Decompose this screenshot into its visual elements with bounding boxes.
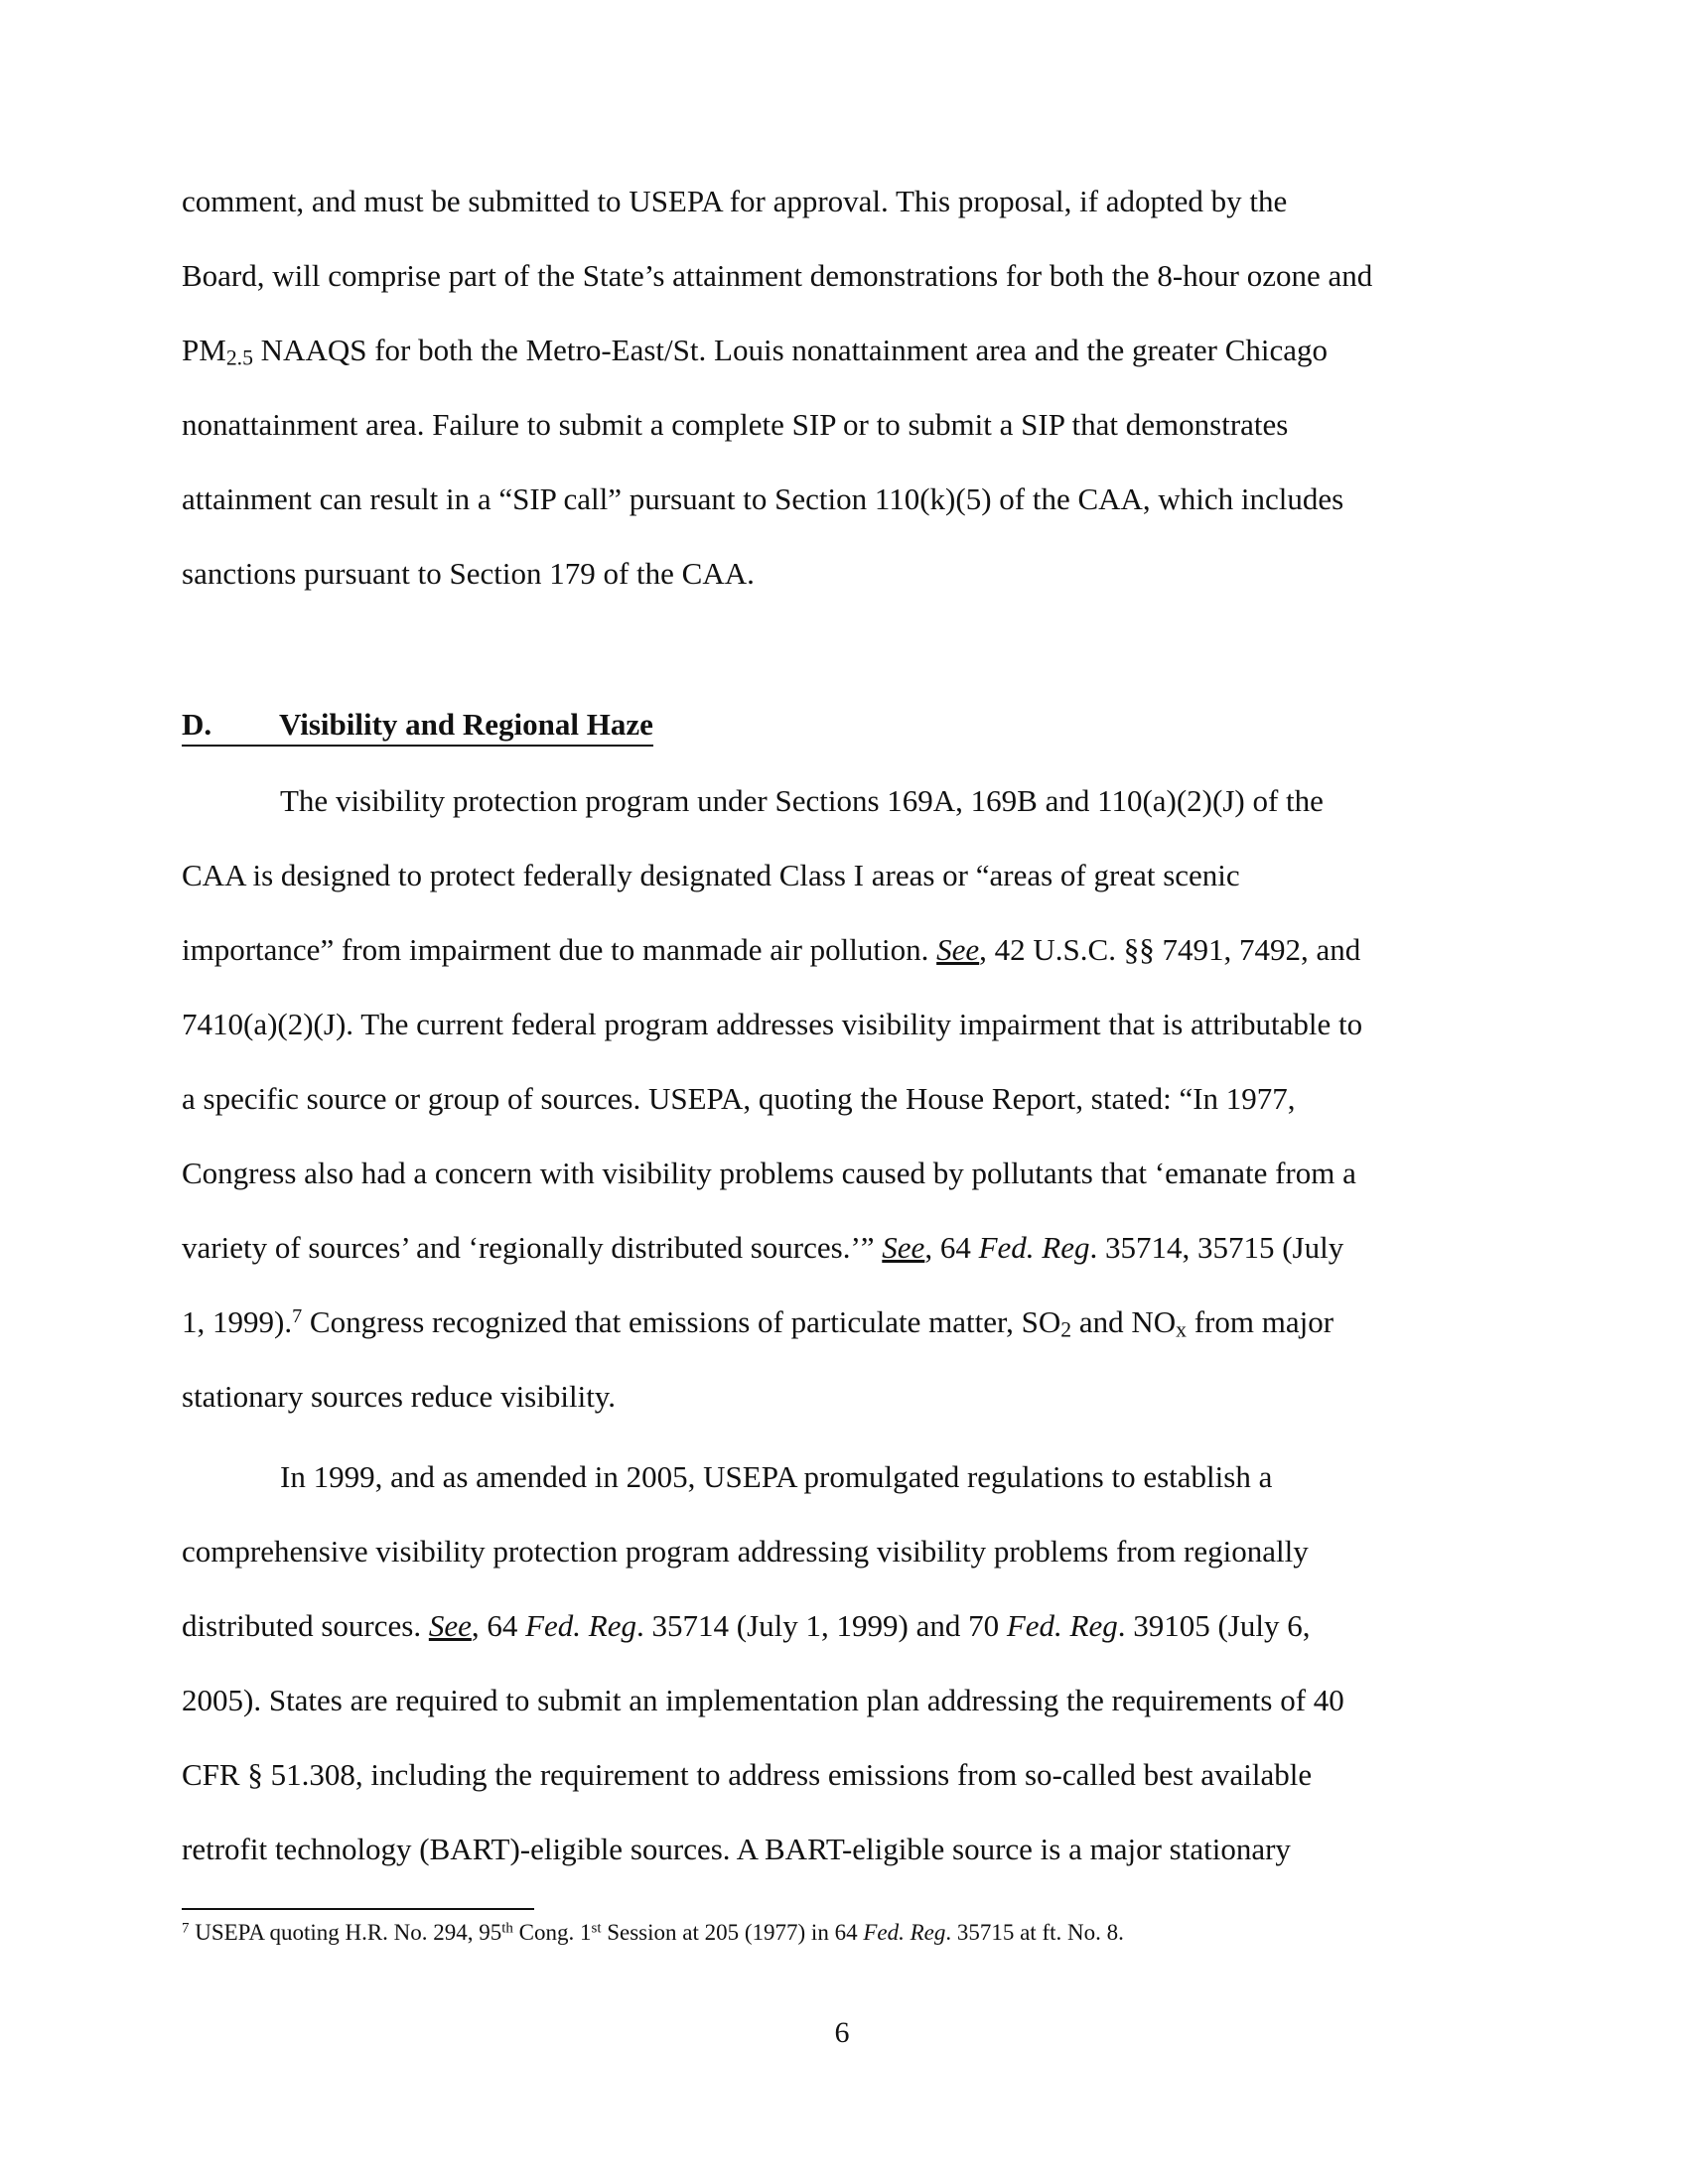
text-line: 7410(a)(2)(J). The current federal program addresses visibility impairment that is attributable to <box>182 1007 1363 1041</box>
page-number: 6 <box>834 2016 850 2049</box>
footnote: $^7$ USEPA quoting H.R. No. 294, 95th Cong. 1st Session at 205 (1977) in 64 Fed. Reg. 35715 at ft. No. 8. <box>182 1920 1124 1945</box>
text-line: variety of sources’ and ‘regionally distributed sources.’” See, 64 Fed. Reg. 35714, 35715 (July <box>182 1230 1344 1265</box>
citation-see: See <box>936 932 980 967</box>
text-line: The visibility protection program under Sections 169A, 169B and 110(a)(2)(J) of the <box>280 783 1324 818</box>
text-line: distributed sources. See, 64 Fed. Reg. 35714 (July 1, 1999) and 70 Fed. Reg. 39105 (July 6, <box>182 1608 1311 1643</box>
text-line: $PM_{2.5}$ NAAQS for both the Metro-East/St. Louis nonattainment area and the greater Chicago <box>182 333 1329 370</box>
text-line: nonattainment area. Failure to submit a complete SIP or to submit a SIP that demonstrates <box>182 407 1289 442</box>
section-title: Visibility and Regional Haze <box>279 707 653 742</box>
text-line: Congress also had a concern with visibility problems caused by pollutants that ‘emanate from a <box>182 1156 1356 1190</box>
citation-see: See <box>882 1230 925 1265</box>
text-line: comprehensive visibility protection program addressing visibility problems from regionally <box>182 1534 1309 1569</box>
section-heading <box>182 705 653 747</box>
text-line: 2005). States are required to submit an implementation plan addressing the requirements of 40 <box>182 1683 1344 1717</box>
text-line: stationary sources reduce visibility. <box>182 1379 617 1414</box>
text-line: 1, 1999).$^7$ Congress recognized that emissions of particulate matter, $SO_2$ and $NO_x$ from major <box>182 1304 1334 1342</box>
text-line: attainment can result in a “SIP call” pursuant to Section 110(k)(5) of the CAA, which includes <box>182 481 1344 516</box>
text-line: Board, will comprise part of the State’s attainment demonstrations for both the 8-hour ozone and <box>182 258 1373 293</box>
citation-see: See <box>428 1608 472 1643</box>
footnote-divider <box>182 1908 534 1910</box>
section-letter: D. <box>182 707 212 742</box>
text-line: comment, and must be submitted to USEPA for approval. This proposal, if adopted by the <box>182 184 1288 218</box>
text-line: sanctions pursuant to Section 179 of the CAA. <box>182 556 755 591</box>
text-line: importance” from impairment due to manmade air pollution. See, 42 U.S.C. §§ 7491, 7492, and <box>182 932 1361 967</box>
text-line: a specific source or group of sources. USEPA, quoting the House Report, stated: “In 1977, <box>182 1081 1296 1116</box>
text-line: In 1999, and as amended in 2005, USEPA promulgated regulations to establish a <box>280 1459 1273 1494</box>
text-line: retrofit technology (BART)-eligible sources. A BART-eligible source is a major stationary <box>182 1832 1291 1866</box>
text-line: CFR § 51.308, including the requirement to address emissions from so-called best available <box>182 1757 1313 1792</box>
footnote-reference: 7 <box>292 1304 303 1327</box>
text-line: CAA is designed to protect federally designated Class I areas or “areas of great scenic <box>182 858 1240 892</box>
